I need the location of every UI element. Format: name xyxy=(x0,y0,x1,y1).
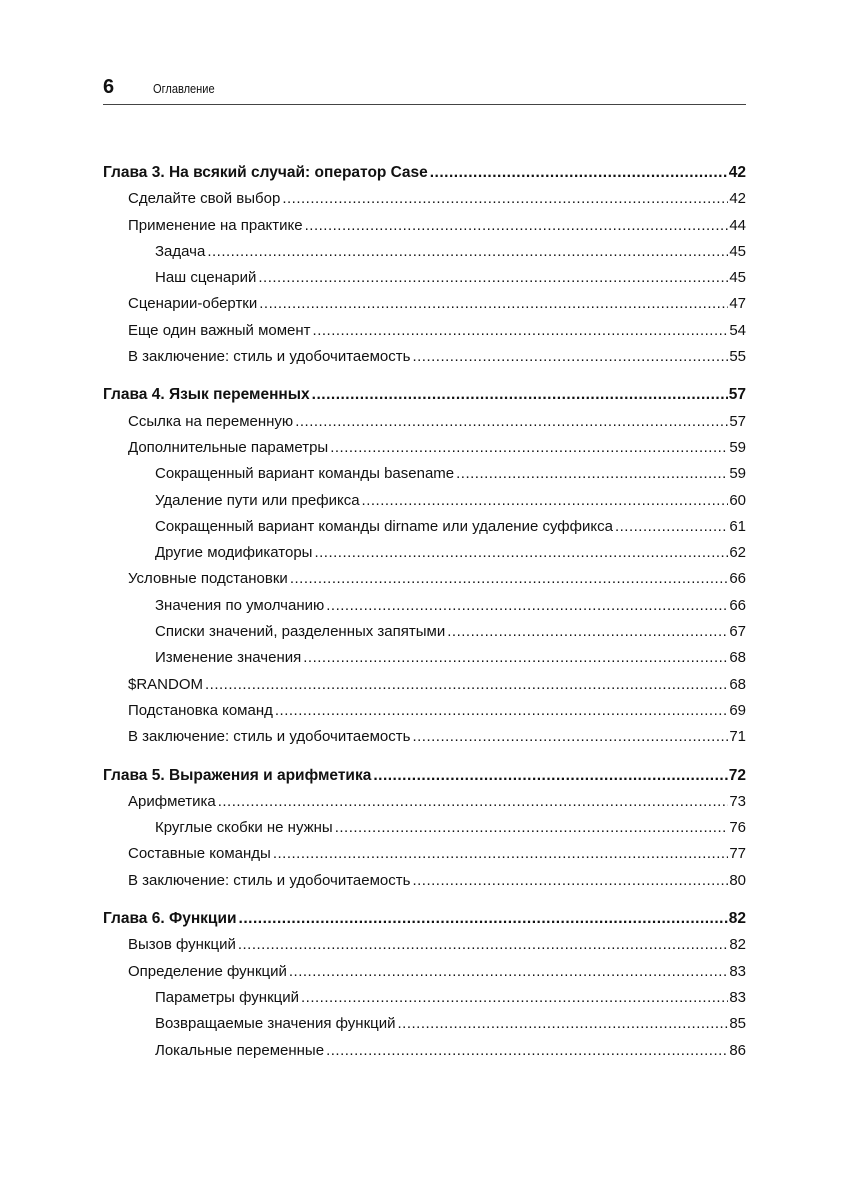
toc-entry-page: 59 xyxy=(729,438,746,456)
toc-entry-page: 83 xyxy=(729,962,746,980)
toc-subsection[interactable] xyxy=(103,514,746,540)
dot-leader xyxy=(273,841,729,867)
toc-section[interactable] xyxy=(103,409,746,435)
toc-entry-title: В заключение: стиль и удобочитаемость xyxy=(128,871,411,889)
toc-section[interactable] xyxy=(103,959,746,985)
toc-entry-title: В заключение: стиль и удобочитаемость xyxy=(128,728,411,746)
toc-entry-title: Сценарии-обертки xyxy=(128,295,258,313)
dot-leader xyxy=(295,409,728,435)
toc-entry-page: 82 xyxy=(729,936,746,954)
dot-leader xyxy=(412,724,728,750)
toc-section[interactable] xyxy=(103,291,746,317)
toc-entry-page: 55 xyxy=(729,348,746,366)
toc-section[interactable] xyxy=(103,932,746,958)
running-title: Оглавление xyxy=(153,81,215,96)
dot-leader xyxy=(312,382,728,408)
toc-entry-page: 62 xyxy=(729,544,746,562)
toc-entry-page: 59 xyxy=(729,465,746,483)
dot-leader xyxy=(615,514,728,540)
toc-entry-page: 72 xyxy=(728,766,746,784)
toc-section[interactable] xyxy=(103,344,746,370)
dot-leader xyxy=(447,619,728,645)
dot-leader xyxy=(362,488,729,514)
toc-entry-title: Глава 6. Функции xyxy=(103,910,237,928)
toc-subsection[interactable] xyxy=(103,815,746,841)
toc-entry-title: Сокращенный вариант команды dirname или удаление суффикса xyxy=(155,517,613,535)
toc-entry-page: 80 xyxy=(729,871,746,889)
toc-entry-title: Удаление пути или префикса xyxy=(155,491,360,509)
toc-entry-title: Изменение значения xyxy=(155,649,302,667)
toc-entry-page: 57 xyxy=(729,412,746,430)
toc-entry-page: 76 xyxy=(729,819,746,837)
dot-leader xyxy=(258,265,728,291)
dot-leader xyxy=(314,540,728,566)
toc-entry-page: 68 xyxy=(729,675,746,693)
toc-entry-page: 67 xyxy=(729,623,746,641)
toc-entry-title: Другие модификаторы xyxy=(155,544,313,562)
toc-entry-title: Задача xyxy=(155,242,206,260)
dot-leader xyxy=(326,593,728,619)
chapter-block xyxy=(103,763,746,894)
toc-entry-title: Глава 4. Язык переменных xyxy=(103,386,310,404)
toc-entry-page: 54 xyxy=(729,321,746,339)
toc-entry-title: Дополнительные параметры xyxy=(128,438,329,456)
dot-leader xyxy=(305,213,729,239)
dot-leader xyxy=(218,789,729,815)
toc-section[interactable] xyxy=(103,868,746,894)
toc-subsection[interactable] xyxy=(103,593,746,619)
toc-subsection[interactable] xyxy=(103,645,746,671)
dot-leader xyxy=(289,959,728,985)
chapter-block xyxy=(103,382,746,750)
toc-subsection[interactable] xyxy=(103,619,746,645)
page-number: 6 xyxy=(103,76,115,98)
dot-leader xyxy=(373,763,727,789)
toc-section[interactable] xyxy=(103,213,746,239)
toc-entry-page: 66 xyxy=(729,570,746,588)
dot-leader xyxy=(238,932,728,958)
dot-leader xyxy=(239,906,728,932)
dot-leader xyxy=(430,160,728,186)
toc-entry-page: 77 xyxy=(729,845,746,863)
toc-entry-title: Возвращаемые значения функций xyxy=(155,1015,396,1033)
page-header xyxy=(103,74,746,105)
toc-entry-title: Арифметика xyxy=(128,792,216,810)
dot-leader xyxy=(412,868,728,894)
toc-entry-title: Подстановка команд xyxy=(128,701,273,719)
dot-leader xyxy=(335,815,729,841)
toc-entry-page: 82 xyxy=(728,910,746,928)
toc-entry-title: Глава 5. Выражения и арифметика xyxy=(103,766,372,784)
toc-subsection[interactable] xyxy=(103,239,746,265)
toc-section[interactable] xyxy=(103,672,746,698)
toc-subsection[interactable] xyxy=(103,488,746,514)
toc-entry-title: Глава 3. На всякий случай: оператор Case xyxy=(103,164,428,181)
toc-section[interactable] xyxy=(103,698,746,724)
toc-entry-title: $RANDOM xyxy=(128,675,204,693)
toc-entry-title: Составные команды xyxy=(128,845,271,863)
toc-entry-page: 69 xyxy=(729,701,746,719)
toc-entry-page: 85 xyxy=(729,1015,746,1033)
toc-entry-title: Сделайте свой выбор xyxy=(128,190,281,208)
chapter-heading[interactable] xyxy=(103,906,746,932)
toc-entry-title: Вызов функций xyxy=(128,936,236,954)
toc-entry-title: Наш сценарий xyxy=(155,269,257,287)
toc-entry-page: 68 xyxy=(729,649,746,667)
toc-entry-title: Локальные переменные xyxy=(155,1041,325,1059)
toc-entry-title: Сокращенный вариант команды basename xyxy=(155,465,455,483)
dot-leader xyxy=(275,698,728,724)
toc-entry-page: 57 xyxy=(728,386,746,404)
toc-section[interactable] xyxy=(103,566,746,592)
toc-subsection[interactable] xyxy=(103,1038,746,1064)
toc-entry-title: Определение функций xyxy=(128,962,287,980)
toc-entry-page: 61 xyxy=(729,517,746,535)
toc-entry-title: В заключение: стиль и удобочитаемость xyxy=(128,348,411,366)
chapter-heading[interactable] xyxy=(103,160,746,186)
toc-entry-page: 44 xyxy=(729,216,746,234)
chapter-heading[interactable] xyxy=(103,763,746,789)
dot-leader xyxy=(326,1038,728,1064)
toc-entry-page: 83 xyxy=(729,988,746,1006)
toc-subsection[interactable] xyxy=(103,985,746,1011)
toc-subsection[interactable] xyxy=(103,265,746,291)
chapter-block xyxy=(103,160,746,370)
toc-entry-page: 42 xyxy=(729,190,746,208)
table-of-contents xyxy=(103,160,746,1076)
chapter-block xyxy=(103,906,746,1064)
toc-entry-title: Значения по умолчанию xyxy=(155,596,325,614)
toc-subsection[interactable] xyxy=(103,1011,746,1037)
toc-entry-title: Еще один важный момент xyxy=(128,321,311,339)
toc-entry-title: Списки значений, разделенных запятыми xyxy=(155,623,446,641)
dot-leader xyxy=(290,566,729,592)
toc-entry-page: 47 xyxy=(729,295,746,313)
dot-leader xyxy=(282,186,728,212)
dot-leader xyxy=(313,318,729,344)
toc-entry-title: Параметры функций xyxy=(155,988,299,1006)
dot-leader xyxy=(259,291,728,317)
toc-section[interactable] xyxy=(103,789,746,815)
toc-subsection[interactable] xyxy=(103,461,746,487)
toc-entry-page: 73 xyxy=(729,792,746,810)
toc-entry-title: Ссылка на переменную xyxy=(128,412,294,430)
toc-entry-page: 45 xyxy=(729,242,746,260)
toc-section[interactable] xyxy=(103,318,746,344)
dot-leader xyxy=(456,461,728,487)
dot-leader xyxy=(412,344,728,370)
chapter-heading[interactable] xyxy=(103,382,746,408)
toc-section[interactable] xyxy=(103,186,746,212)
dot-leader xyxy=(207,239,728,265)
toc-entry-page: 86 xyxy=(729,1041,746,1059)
toc-section[interactable] xyxy=(103,841,746,867)
toc-entry-page: 45 xyxy=(729,269,746,287)
dot-leader xyxy=(301,985,728,1011)
toc-entry-title: Применение на практике xyxy=(128,216,303,234)
dot-leader xyxy=(398,1011,729,1037)
dot-leader xyxy=(205,672,728,698)
toc-section[interactable] xyxy=(103,435,746,461)
dot-leader xyxy=(330,435,728,461)
dot-leader xyxy=(303,645,728,671)
toc-entry-title: Круглые скобки не нужны xyxy=(155,819,333,837)
toc-section[interactable] xyxy=(103,724,746,750)
toc-entry-page: 60 xyxy=(729,491,746,509)
toc-entry-page: 71 xyxy=(729,728,746,746)
toc-subsection[interactable] xyxy=(103,540,746,566)
toc-entry-page: 42 xyxy=(728,164,746,181)
toc-entry-title: Условные подстановки xyxy=(128,570,288,588)
toc-entry-page: 66 xyxy=(729,596,746,614)
